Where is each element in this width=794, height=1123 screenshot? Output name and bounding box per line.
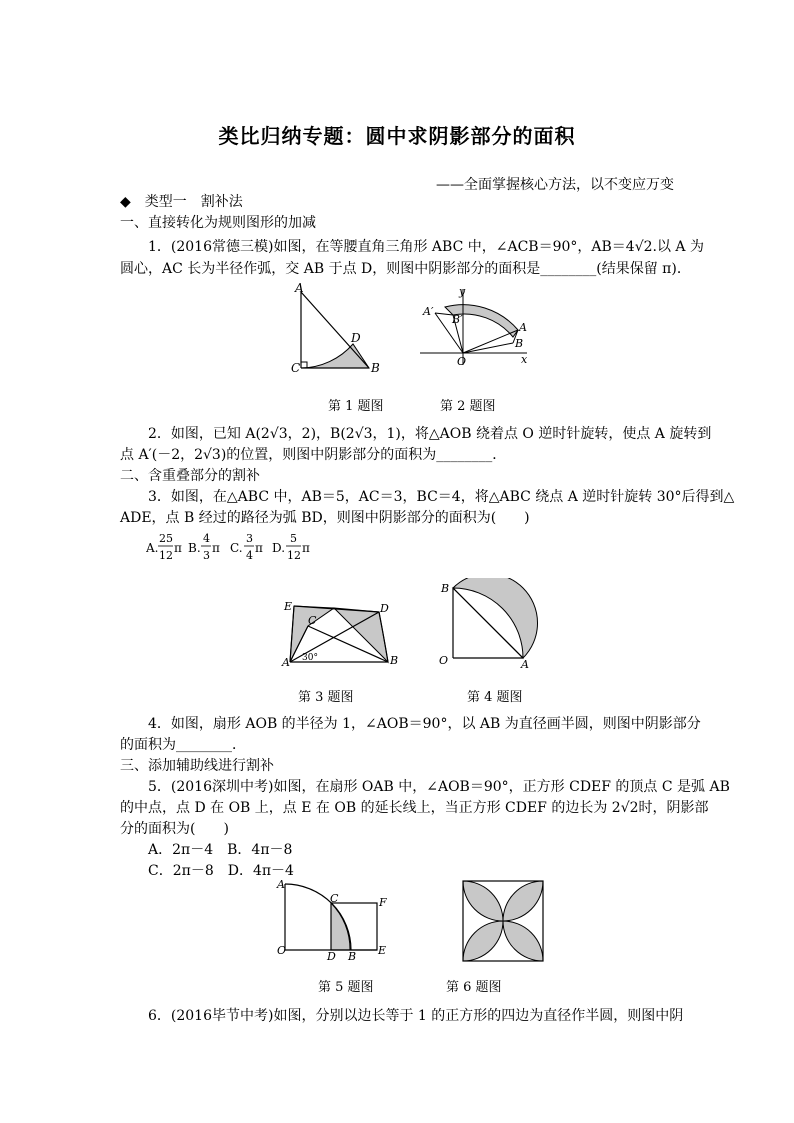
fig1-side-ab: [301, 292, 369, 368]
option-c[interactable]: [230, 532, 263, 562]
fig5-label-f: F: [379, 896, 387, 909]
question-3-line-1: 3．如图，在△ABC 中，AB＝5，AC＝3，BC＝4，将△ABC 绕点 A 逆时针旋转 30°后得到△: [148, 489, 735, 505]
option-b[interactable]: [188, 532, 220, 562]
fig2-label-a-prime: A′: [423, 305, 434, 318]
fig6-petal-bottom-right: [503, 921, 543, 961]
fig2-segment-a-prime-b-prime: [435, 313, 453, 315]
fig2-label-b: B: [515, 337, 524, 350]
fig5-label-b: B: [348, 950, 357, 961]
fig3-label-a: A: [282, 656, 290, 669]
caption-figure-2: 第 2 题图: [440, 399, 496, 414]
figure-1: [285, 282, 385, 377]
option-a-denominator: 12: [159, 549, 173, 562]
option-b-numerator: 4: [203, 532, 210, 545]
page-title: 类比归纳专题：圆中求阴影部分的面积: [218, 124, 576, 148]
fig6-petal-bottom-left: [463, 921, 503, 961]
fig4-label-o: O: [439, 654, 449, 667]
fig6-petal-top-right: [503, 881, 543, 921]
fig3-angle-label: 30°: [302, 653, 318, 663]
caption-figure-6: 第 6 题图: [446, 980, 502, 995]
caption-figure-4: 第 4 题图: [467, 690, 523, 705]
fig3-label-b: B: [390, 654, 399, 667]
option-d-denominator: 12: [287, 549, 301, 562]
fig3-label-c: C: [308, 614, 317, 627]
section-1-heading: 一、直接转化为规则图形的加减: [120, 215, 316, 231]
option-a-pi: π: [174, 541, 182, 555]
figure-2: [415, 285, 535, 370]
question-2-line-1: 2．如图，已知 A(2√3，2)，B(2√3，1)，将△AOB 绕着点 O 逆时针旋转，使点 A 旋转到: [148, 426, 712, 442]
fig5-label-a: A: [277, 878, 285, 891]
fig2-label-o: O: [457, 355, 467, 368]
fig5-label-c: C: [330, 892, 339, 905]
page-subtitle: ——全面掌握核心方法，以不变应万变: [436, 177, 674, 193]
figure-4: [435, 578, 545, 668]
fig4-label-b: B: [441, 582, 450, 595]
option-d-letter: D.: [272, 541, 286, 555]
fig2-label-x: x: [521, 353, 528, 366]
question-5-options-row-2: C．2π－8 D．4π－4: [148, 863, 294, 879]
option-b-pi: π: [212, 541, 220, 555]
section-3-heading: 三、添加辅助线进行割补: [120, 758, 274, 774]
fig5-label-d: D: [327, 950, 336, 961]
option-a-numerator: 25: [159, 532, 173, 545]
fig2-segment-oa: [463, 330, 518, 353]
option-b-denominator: 3: [203, 549, 210, 562]
option-c-letter: C.: [230, 541, 243, 555]
option-a[interactable]: [146, 532, 182, 562]
fig2-label-a: A: [519, 321, 527, 334]
fig3-label-d: D: [380, 602, 389, 615]
fig1-label-b: B: [371, 361, 380, 375]
fig2-label-y: y: [459, 285, 466, 298]
figure-6: [460, 878, 546, 964]
fig2-label-b-prime: B′: [452, 313, 463, 326]
question-3-line-2: ADE，点 B 经过的路径为弧 BD，则图中阴影部分的面积为( ): [120, 510, 530, 526]
fig5-label-e: E: [378, 944, 387, 957]
fig3-label-e: E: [284, 600, 293, 613]
figure-5: [275, 876, 390, 961]
fig5-label-o: O: [277, 944, 287, 957]
option-d-pi: π: [302, 541, 310, 555]
question-5-line-2: 的中点，点 D 在 OB 上，点 E 在 OB 的延长线上，当正方形 CDEF 的边长为 2√2时，阴影部: [120, 800, 709, 816]
question-2-line-2: 点 A′(－2，2√3)的位置，则图中阴影部分的面积为________．: [120, 447, 507, 463]
fig1-label-d: D: [351, 331, 361, 345]
question-5-options-row-1: A．2π－4 B．4π－8: [148, 842, 293, 858]
figure-3: [280, 598, 405, 670]
option-c-denominator: 4: [246, 549, 253, 562]
fig4-label-a: A: [521, 658, 529, 668]
fig1-label-a: A: [295, 282, 304, 295]
caption-figure-5: 第 5 题图: [318, 980, 374, 995]
question-4-line-1: 4．如图，扇形 AOB 的半径为 1，∠AOB＝90°，以 AB 为直径画半圆，则图中阴影部分: [148, 716, 701, 732]
option-d[interactable]: [272, 532, 310, 562]
option-d-numerator: 5: [290, 532, 297, 545]
option-c-numerator: 3: [246, 532, 253, 545]
option-b-letter: B.: [188, 541, 201, 555]
question-5-line-3: 分的面积为( ): [120, 821, 229, 837]
question-5-line-1: 5．(2016深圳中考)如图，在扇形 OAB 中，∠AOB＝90°，正方形 CDEF 的顶点 C 是弧 AB: [148, 779, 730, 795]
question-3-options: [146, 528, 326, 568]
caption-figure-3: 第 3 题图: [298, 690, 354, 705]
caption-figure-1: 第 1 题图: [328, 399, 384, 414]
question-4-line-2: 的面积为________．: [120, 737, 246, 753]
question-1-line-1: 1．(2016常德三模)如图，在等腰直角三角形 ABC 中，∠ACB＝90°，AB＝4√2.以 A 为: [148, 239, 704, 255]
fig1-right-angle-mark: [301, 362, 307, 368]
fig6-petal-top-left: [463, 881, 503, 921]
option-c-pi: π: [255, 541, 263, 555]
question-1-line-2: 圆心，AC 长为半径作弧，交 AB 于点 D，则图中阴影部分的面积是________(结果保留 π)．: [120, 261, 691, 277]
fig2-segment-ob: [463, 343, 513, 353]
type-heading: ◆ 类型一 割补法: [120, 194, 243, 210]
question-6-line-1: 6．(2016毕节中考)如图，分别以边长等于 1 的正方形的四边为直径作半圆，则图中阴: [148, 1008, 684, 1024]
section-2-heading: 二、含重叠部分的割补: [120, 468, 260, 484]
fig1-label-c: C: [291, 361, 301, 375]
option-a-letter: A.: [146, 541, 159, 555]
